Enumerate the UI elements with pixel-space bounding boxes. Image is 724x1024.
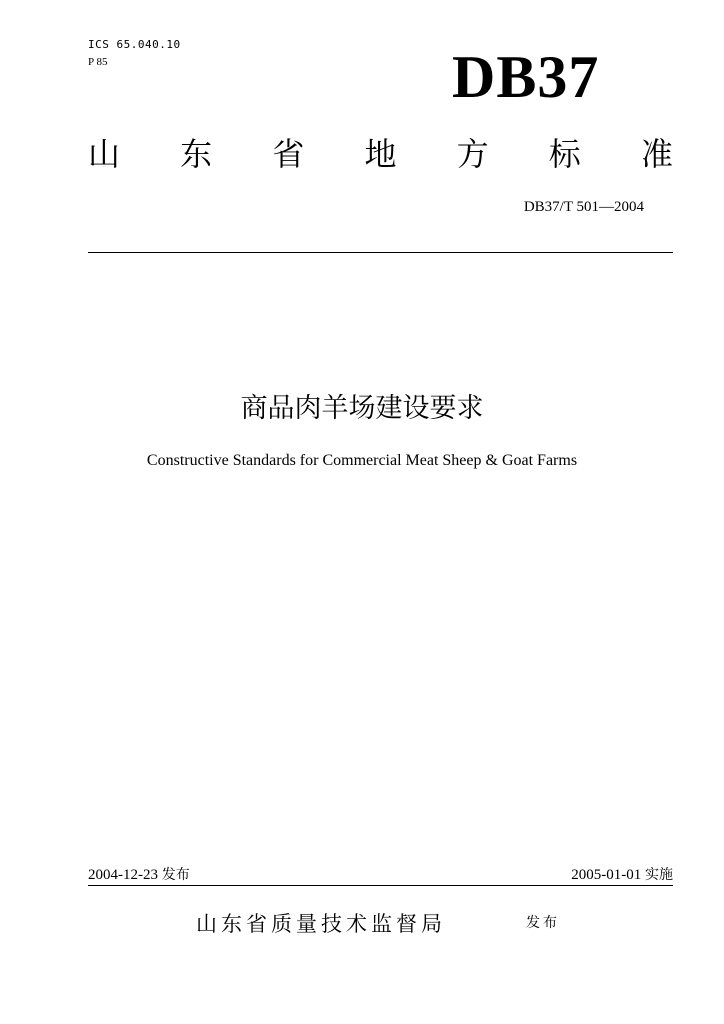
standard-type-char: 准 — [640, 135, 673, 173]
standard-type-char: 省 — [272, 135, 305, 173]
standard-type-char: 山 — [88, 135, 121, 173]
issue-date: 2004-12-23 — [88, 867, 158, 883]
publisher-name: 山东省质量技术监督局 — [196, 912, 446, 936]
issue-date-line — [88, 864, 190, 884]
standard-type-char: 地 — [364, 135, 397, 173]
implementation-date-line — [571, 864, 673, 884]
implementation-label: 实施 — [645, 867, 673, 883]
title-english: Constructive Standards for Commercial Meat Sheep & Goat Farms — [146, 452, 578, 469]
db37-logo: DB37 — [452, 44, 600, 110]
title-chinese: 商品肉羊场建设要求 — [240, 393, 484, 424]
classification-code: P 85 — [88, 56, 108, 68]
standard-type-heading — [88, 134, 673, 174]
ics-code: ICS 65.040.10 — [88, 38, 181, 51]
publisher-suffix: 发布 — [526, 915, 560, 931]
standard-type-char: 方 — [456, 135, 489, 173]
header-divider — [88, 252, 673, 253]
standard-type-char: 标 — [548, 135, 581, 173]
footer-divider — [88, 885, 673, 886]
issue-label: 发布 — [161, 867, 190, 883]
standard-code: DB37/T 501—2004 — [523, 199, 644, 215]
implementation-date: 2005-01-01 — [571, 867, 642, 883]
standard-type-char: 东 — [180, 135, 213, 173]
